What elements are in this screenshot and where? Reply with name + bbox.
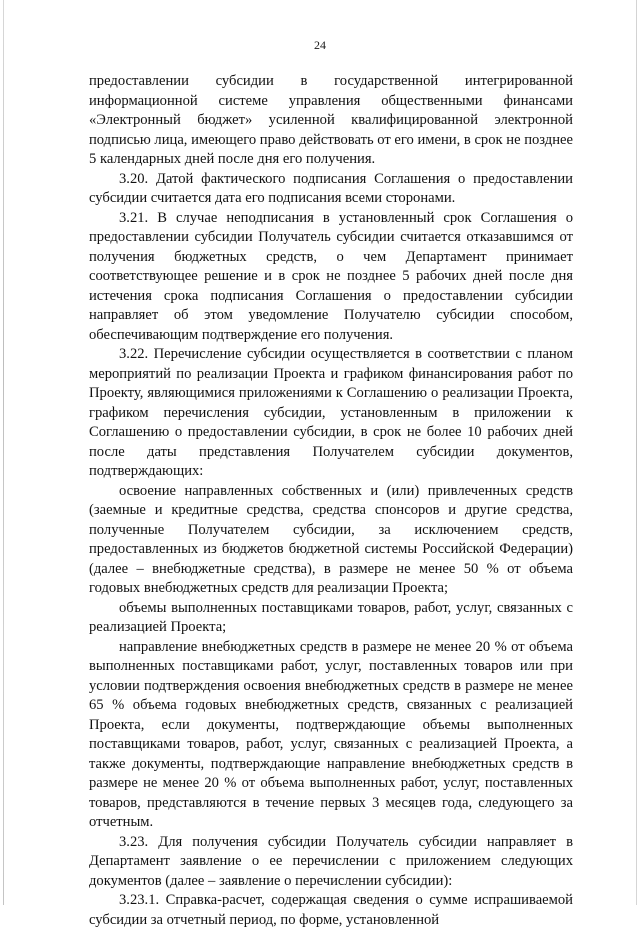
paragraph-3-21: 3.21. В случае неподписания в установленный срок Соглашения о предоставлении субсидии Получатель субсидии считается отказавшимся от получения бюджетных средств, о чем Департамент принимает соответствующее решение и в срок не позднее 5 рабочих дней после дня истечения срока подписания Соглашения о предоставлении субсидии направляет об этом уведомление Получателю субсидии способом, обеспечивающим подтверждение его получения.: [89, 209, 573, 343]
paragraph-3-22-item-3: направление внебюджетных средств в размере не менее 20 % от объема выполненных поставщиками работ, услуг, поставленных товаров или при условии подтверждения освоения внебюджетных средств в размере не менее 65 % объема годовых внебюджетных средств, связанных с реализацией Проекта, если документы, подтверждающие объемы выполненных поставщиками товаров, работ, услуг, связанных с реализацией Проекта, а также документы, подтверждающие направление внебюджетных средств в размере не менее 20 % от объема выполненных работ, услуг, поставленных товаров, представляются в течение первых 3 месяцев года, следующего за отчетным.: [89, 638, 573, 830]
paragraph-3-22-item-2: объемы выполненных поставщиками товаров, работ, услуг, связанных с реализацией Проекта;: [89, 599, 573, 635]
paragraph-3-20: 3.20. Датой фактического подписания Соглашения о предоставлении субсидии считается дата его подписания всеми сторонами.: [89, 170, 573, 206]
body-text: [89, 72, 573, 930]
page-number: 24: [314, 38, 326, 52]
paragraph-3-23: 3.23. Для получения субсидии Получатель субсидии направляет в Департамент заявление о ее перечислении с приложением следующих документов (далее – заявление о перечислении субсидии):: [89, 833, 573, 889]
paragraph-3-23-1: 3.23.1. Справка-расчет, содержащая сведения о сумме испрашиваемой субсидии за отчетный период, по форме, установленной: [89, 892, 573, 928]
paragraph-3-22-item-1: освоение направленных собственных и (или) привлеченных средств (заемные и кредитные средства, средства спонсоров и другие средства, полученные Получателем субсидии, за исключением средств, предоставленных из бюджетов бюджетной системы Российской Федерации) (далее – внебюджетные средства), в размере не менее 50 % от объема годовых внебюджетных средств для реализации Проекта;: [89, 482, 573, 596]
scan-edge-right: [636, 0, 637, 905]
paragraph-3-22: 3.22. Перечисление субсидии осуществляется в соответствии с планом мероприятий по реализации Проекта и графиком финансирования работ по Проекту, являющимися приложениями к Соглашению о реализации Проекта, графиком перечисления субсидии, установленным в приложении к Соглашению о предоставлении субсидии, в срок не более 10 рабочих дней после даты представления Получателем субсидии документов, подтверждающих:: [89, 346, 573, 479]
paragraph-continuation: предоставлении субсидии в государственной интегрированной информационной системе управления общественными финансами «Электронный бюджет» усиленной квалифицированной электронной подписью лица, имеющего право действовать от его имени, в срок не позднее 5 календарных дней после дня его получения.: [89, 73, 573, 167]
scan-edge-left: [3, 0, 4, 905]
